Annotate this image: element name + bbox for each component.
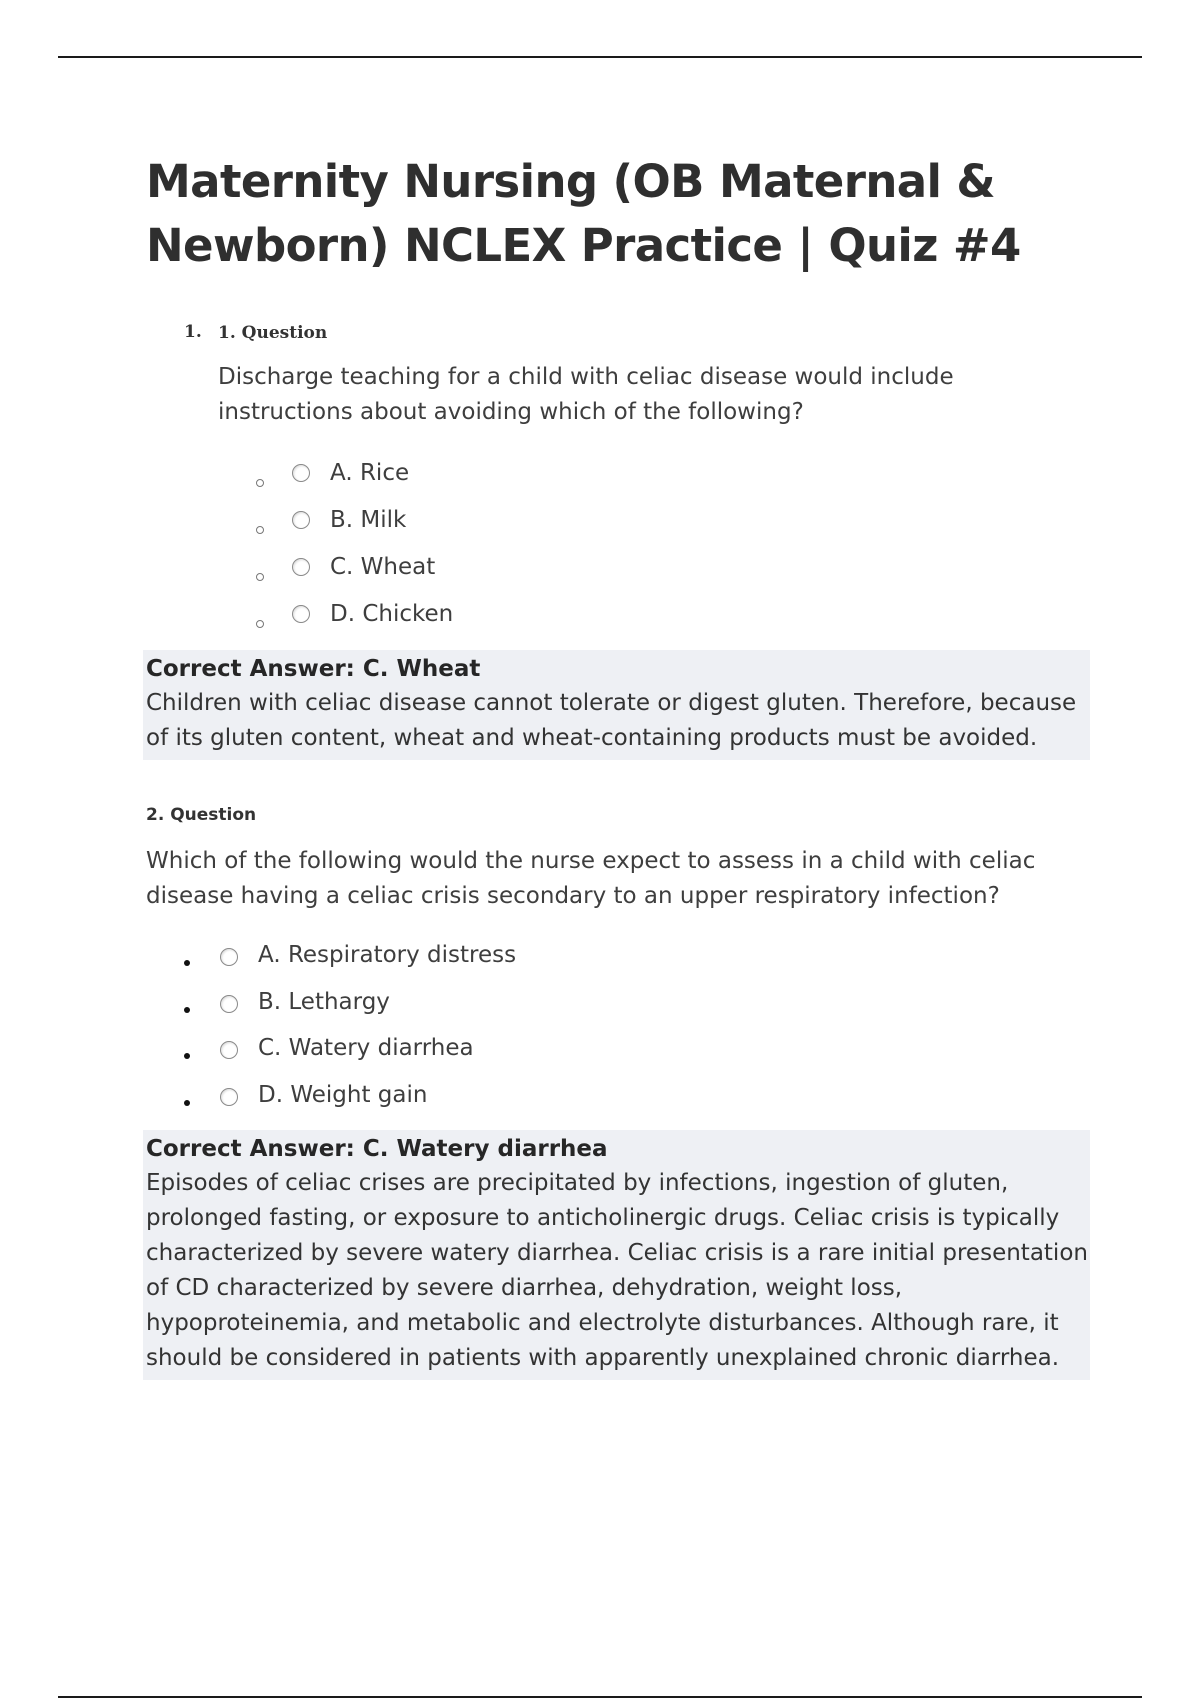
solid-bullet-icon <box>184 1007 190 1013</box>
radio-button-icon[interactable] <box>220 995 238 1013</box>
radio-button-icon[interactable] <box>292 605 310 623</box>
question-1-correct-answer: Correct Answer: C. Wheat <box>146 656 481 682</box>
document-body <box>146 150 1096 1380</box>
question-2-option-a[interactable] <box>146 944 1096 991</box>
radio-button-icon[interactable] <box>220 1041 238 1059</box>
option-label: C. Wheat <box>330 554 436 580</box>
option-label: A. Rice <box>330 460 410 486</box>
question-1-option-b[interactable] <box>146 505 1096 552</box>
option-label: D. Chicken <box>330 601 454 627</box>
question-1-options <box>146 458 1096 646</box>
option-label: B. Milk <box>330 507 407 533</box>
radio-button-icon[interactable] <box>292 558 310 576</box>
question-2-explanation: Episodes of celiac crises are precipitated by infections, ingestion of gluten, prolonged fasting, or exposure to anticholinergic drugs. Celiac crisis is typically characterized by severe watery diarrhea. Celiac crisis is a rare initial presentation of CD characterized by severe diarrhea, dehydration, weight loss, hypoproteinemia, and metabolic and electrolyte disturbances. Although rare, it should be considered in patients with apparently unexplained chronic diarrhea. <box>146 1170 1088 1371</box>
question-2-options <box>146 944 1096 1130</box>
option-label: C. Watery diarrhea <box>258 1035 474 1061</box>
solid-bullet-icon <box>184 1100 190 1106</box>
question-1-option-d[interactable] <box>146 599 1096 646</box>
hollow-bullet-icon <box>256 573 264 581</box>
question-1-heading: 1. Question <box>218 323 328 343</box>
solid-bullet-icon <box>184 1053 190 1059</box>
hollow-bullet-icon <box>256 526 264 534</box>
question-1 <box>146 322 1096 760</box>
question-2-option-d[interactable] <box>146 1081 1096 1131</box>
question-2-answer-box <box>143 1130 1090 1380</box>
question-1-answer-box <box>143 650 1090 760</box>
question-1-option-a[interactable] <box>146 458 1096 505</box>
question-1-explanation: Children with celiac disease cannot tolerate or digest gluten. Therefore, because of its gluten content, wheat and wheat-containing products must be avoided. <box>146 690 1077 751</box>
solid-bullet-icon <box>184 960 190 966</box>
option-label: A. Respiratory distress <box>258 942 517 968</box>
option-label: B. Lethargy <box>258 988 390 1015</box>
question-1-option-c[interactable] <box>146 552 1096 599</box>
question-2-correct-answer: Correct Answer: C. Watery diarrhea <box>146 1136 608 1162</box>
option-label: D. Weight gain <box>258 1081 428 1108</box>
radio-button-icon[interactable] <box>220 948 238 966</box>
hollow-bullet-icon <box>256 620 264 628</box>
question-1-text: Discharge teaching for a child with celiac disease would include instructions about avoiding which of the following? <box>218 364 954 425</box>
top-rule <box>58 56 1142 58</box>
question-2-text: Which of the following would the nurse expect to assess in a child with celiac disease having a celiac crisis secondary to an upper respiratory infection? <box>146 848 1036 909</box>
question-2-option-c[interactable] <box>146 1037 1096 1084</box>
hollow-bullet-icon <box>256 479 264 487</box>
page-title: Maternity Nursing (OB Maternal & Newborn) NCLEX Practice | Quiz #4 <box>146 155 1021 272</box>
radio-button-icon[interactable] <box>220 1088 238 1106</box>
radio-button-icon[interactable] <box>292 464 310 482</box>
question-2-heading: 2. Question <box>146 805 257 825</box>
question-2-option-b[interactable] <box>146 988 1096 1038</box>
bottom-rule <box>58 1696 1142 1698</box>
radio-button-icon[interactable] <box>292 511 310 529</box>
question-2 <box>146 804 1096 1380</box>
question-1-list-number: 1. <box>184 322 202 342</box>
